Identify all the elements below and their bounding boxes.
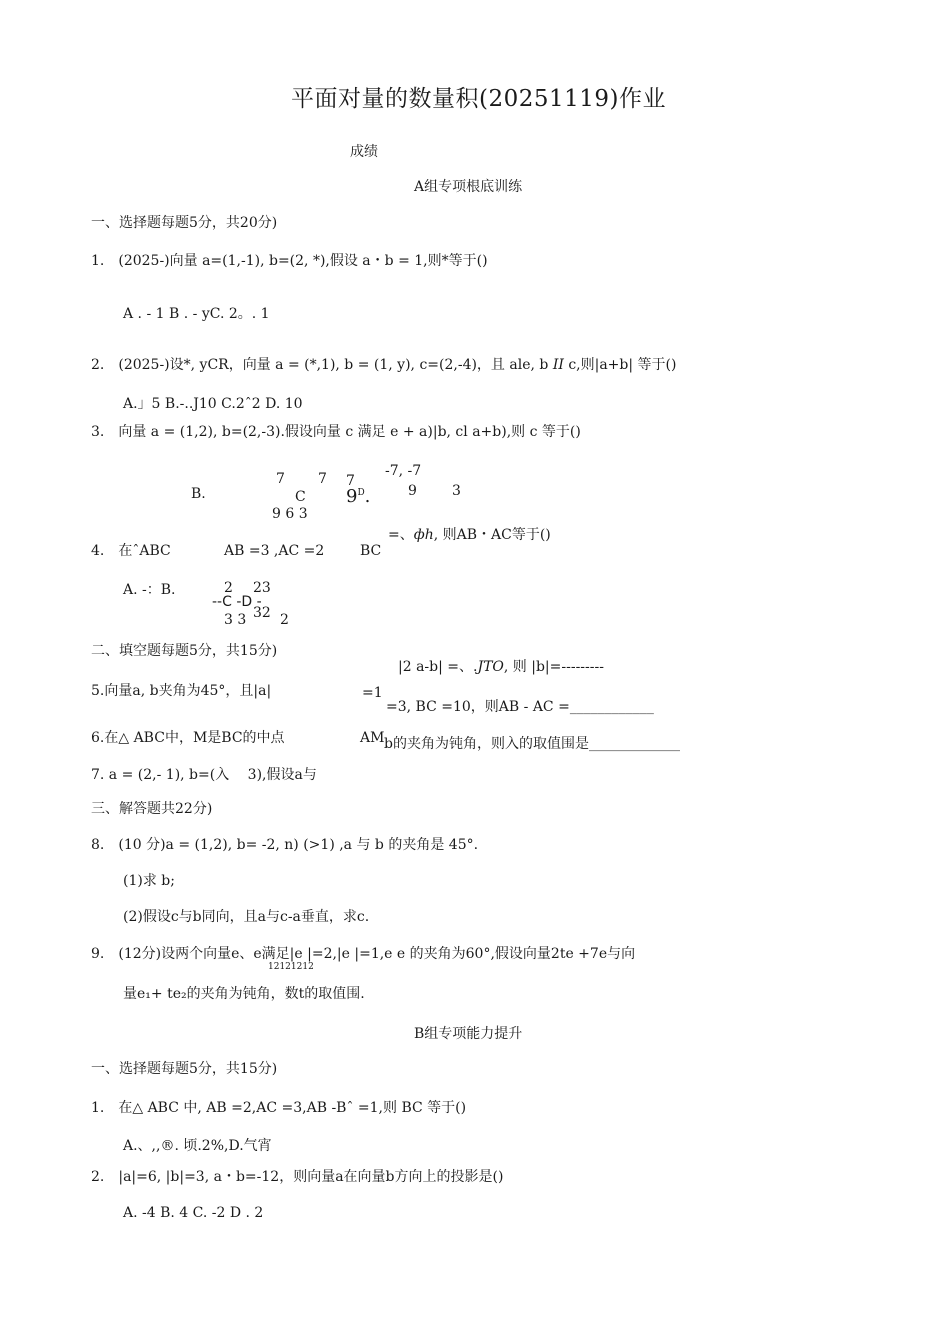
q3-fraction-den-1: 9	[408, 483, 417, 499]
b-question-1-options: A.、,,®. 顷.2%,D.气宵	[123, 1138, 272, 1154]
question-8-part-2: (2)假设c与b同向，且a与c-a垂直，求c.	[123, 909, 370, 925]
q3-option-c: C	[295, 489, 306, 505]
score-label: 成绩	[350, 144, 378, 160]
question-3-option-b: B.	[191, 486, 206, 502]
question-8-stem: 8. (10 分)a = (1,2), b= -2, n) (>1) ,a 与 b 的夹角是 45°.	[91, 837, 479, 853]
q4-frac-num-2: 23	[253, 580, 271, 596]
group-a-heading: A组专项根底训练	[414, 179, 523, 195]
question-8-part-1: (1)求 b;	[123, 873, 175, 889]
question-2-stem: 2. (2025-)设*, yCR，向量 a = (*,1), b = (1, y), c=(2,-4)，且 ale, b II c,则|a+b| 等于()	[91, 357, 677, 373]
b-question-2-options: A. -4 B. 4 C. -2 D . 2	[123, 1205, 264, 1221]
q3-option-d: $9^D$.	[346, 486, 371, 507]
q4-frac-den-1: 3 3	[224, 612, 247, 628]
question-6-stem: 6.在△ ABC中，M是BC的中点	[91, 730, 285, 746]
b-question-1-stem: 1. 在△ ABC 中, AB =2,AC =3,AB -Bˆ =1,则 BC 等于()	[91, 1100, 467, 1116]
question-3-stem: 3. 向量 a = (1,2), b=(2,-3).假设向量 c 满足 e + a)|b, cl a+b),则 c 等于()	[91, 424, 581, 440]
b-question-2-stem: 2. |a|=6, |b|=3, a・b=-12，则向量a在向量b方向上的投影是()	[91, 1169, 504, 1185]
q3-fraction-num-4: -7, -7	[385, 463, 422, 479]
section-fill-in: 二、填空题每题5分，共15分)	[91, 643, 278, 659]
question-1-stem: 1. (2025-)向量 a=(1,-1), b=(2, *),假设 a・b = 1,则*等于()	[91, 253, 488, 269]
q3-cut-line: 9 6 3	[272, 506, 308, 522]
question-4-ab: AB =3 ,AC =2	[224, 543, 325, 559]
question-4-bc: BC	[360, 543, 382, 559]
section-choice-a: 一、选择题每题5分，共20分)	[91, 215, 278, 231]
q3-fraction-num-2: 7	[318, 471, 327, 487]
question-6-am: AM	[360, 730, 385, 746]
q4-frac-den-3: 2	[280, 612, 289, 628]
question-4-tail: =、фh, 则AB・AC等于()	[388, 527, 551, 543]
section-choice-b: 一、选择题每题5分，共15分)	[91, 1061, 278, 1077]
question-7-tail: b的夹角为钝角，则入的取值围是_____________	[384, 736, 680, 752]
question-2-options: A.」5 B.-..J10 C.2ˆ2 D. 10	[123, 396, 303, 412]
q4-frac-num-1: 2	[224, 580, 233, 596]
question-9-stem: 9. (12分)设两个向量e、e满足|e |=2,|e |=1,e e 的夹角为60°,假设向量2te +7e与向	[91, 946, 636, 962]
question-6-tail: =3, BC =10，则AB - AC =____________	[386, 699, 654, 715]
q4-options-cd: --C -D -	[212, 594, 262, 610]
q3-fraction-num-1: 7	[276, 471, 285, 487]
question-9-line-2: 量e₁+ te₂的夹角为钝角，数t的取值围.	[123, 986, 365, 1002]
q4-frac-den-2: 32	[253, 605, 271, 621]
q3-fraction-den-2: 3	[452, 483, 461, 499]
question-5-stem: 5.向量a, b夹角为45°，且|a|	[91, 683, 272, 699]
question-7-stem: 7. a = (2,- 1), b=(入 3),假设a与	[91, 767, 317, 783]
group-b-heading: B组专项能力提升	[414, 1026, 523, 1042]
section-answer: 三、解答题共22分)	[91, 801, 213, 817]
question-5-eq: =1	[362, 685, 383, 701]
question-9-subscripts: 12121212	[268, 962, 314, 972]
question-1-options: A . - 1 B . - yC. 2。. 1	[123, 306, 270, 322]
q3-fraction-num-3: 7	[346, 473, 355, 489]
question-4-number: 4. 在ˆABC	[91, 543, 171, 559]
question-4-options: A. -：B.	[123, 582, 176, 598]
page-title: 平面对量的数量积(20251119)作业	[291, 86, 667, 112]
question-5-top: |2 a-b| =、.JTO, 则 |b|=---------	[398, 659, 604, 675]
